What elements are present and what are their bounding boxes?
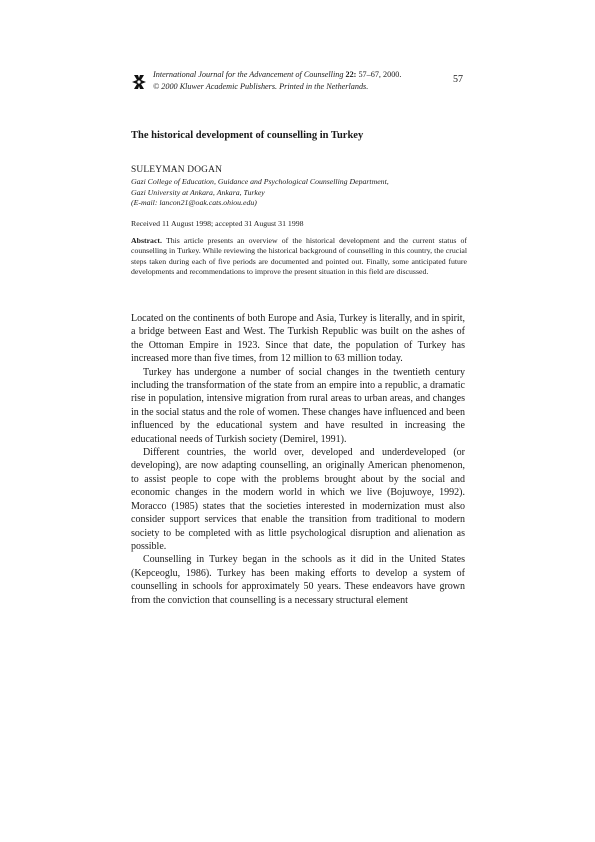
author-email: (E-mail: lancon21@oak.cats.ohiou.edu) (131, 198, 257, 207)
article-title: The historical development of counselling in Turkey (131, 130, 364, 141)
journal-volume: 22: (345, 70, 357, 79)
journal-pages-year: 57–67, 2000. (356, 70, 402, 79)
body-paragraph: Turkey has undergone a number of social changes in the twentieth century including the transformation of the state from an empire into a republic, a dramatic rise in population, intensive migration from rural areas to urban areas, and changes in the social status and the role of women. These changes have influenced and been influenced by the educational system and have resulted in increasing the educational needs of Turkish society (Demirel, 1991). (131, 366, 465, 445)
body-paragraph: Located on the continents of both Europe and Asia, Turkey is literally, and in spirit, a bridge between East and West. The Turkish Republic was built on the ashes of the Ottoman Empire in 1923. Since that date, the population of Turkey has increased more than five times, from 12 million to 63 million today. (131, 313, 465, 365)
kluwer-logo-icon (131, 74, 147, 90)
journal-name: International Journal for the Advancement of Counselling (153, 70, 344, 79)
abstract-label: Abstract. (131, 236, 162, 245)
affiliation-line: Gazi College of Education, Guidance and Psychological Counselling Department, (131, 177, 389, 186)
abstract-text: This article presents an overview of the historical development and the current status of counselling in Turkey. While reviewing the historical background of counselling in this country, the crucial steps taken during each of five periods are documented and pointed out. Finally, some anticipated future developments and recommendations to improve the present situation in this field are discussed. (131, 236, 467, 276)
affiliation-line: Gazi University at Ankara, Ankara, Turkey (131, 187, 265, 197)
body-paragraph: Different countries, the world over, developed and underdeveloped (or developing), are now adapting counselling, an originally American phenomenon, to assist people to cope with the problems brought about by the social and economic changes in the modern world in which we live (Bojuwoye, 1992). Moracco (1985) states that the societies interested in modernization must also consider support services that enable the transition from traditional to modern society to be completed with as little psychological disruption and alienation as possible. (131, 447, 465, 552)
author-name: SULEYMAN DOGAN (131, 165, 223, 175)
body-text (131, 312, 465, 607)
body-paragraph: Counselling in Turkey began in the schools as it did in the United States (Kepceoglu, 1986). Turkey has been making efforts to develop a system of counselling in schools for approximately 50 years. These endeavors have grown from the conviction that counselling is a necessary structural element (131, 554, 465, 606)
abstract (131, 236, 467, 277)
author-affiliation (131, 177, 471, 209)
page-number: 57 (453, 74, 463, 85)
copyright-line: © 2000 Kluwer Academic Publishers. Printed in the Netherlands. (153, 82, 369, 91)
received-dates: Received 11 August 1998; accepted 31 August 31 1998 (131, 219, 304, 228)
journal-citation (153, 69, 453, 93)
